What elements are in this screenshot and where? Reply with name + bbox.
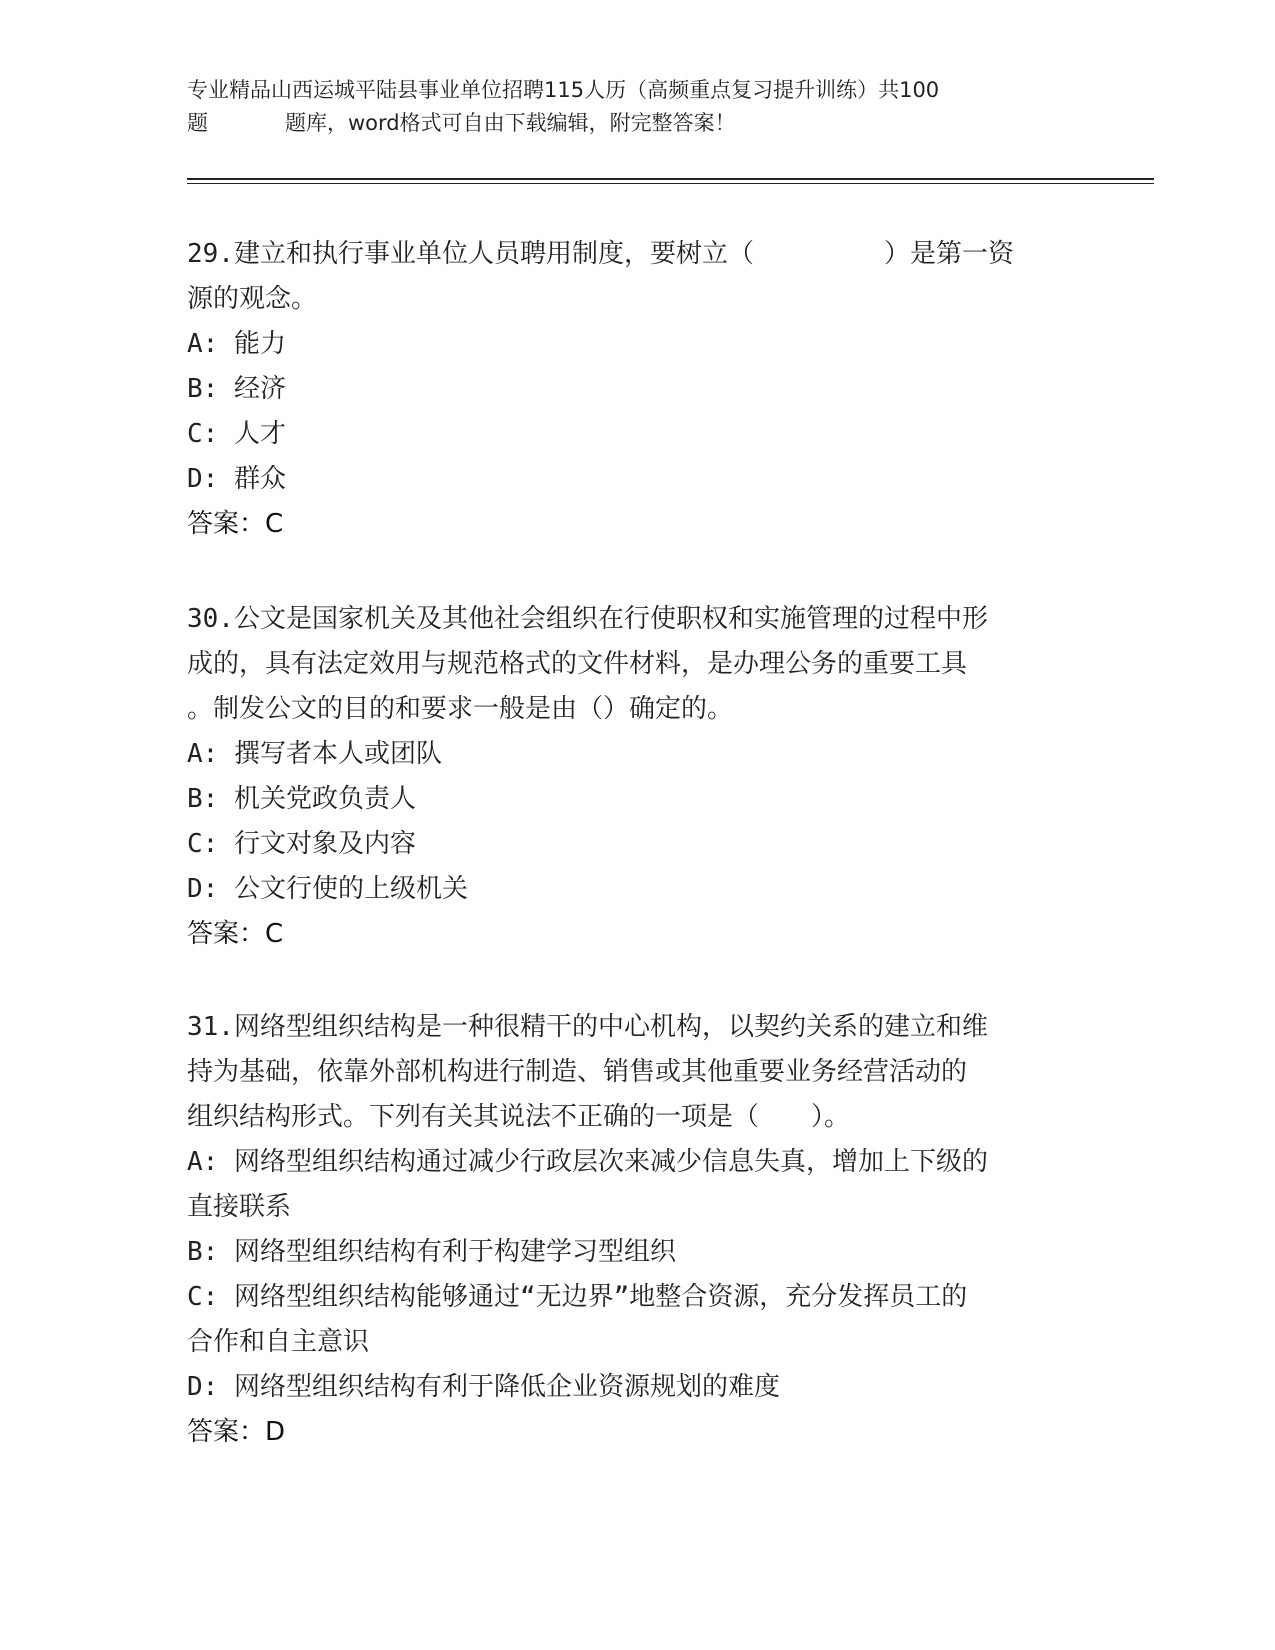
option-c: C: 人才 [187,419,286,449]
question-30 [187,597,1077,957]
option-a: A: 能力 [187,329,286,359]
option-b: B: 网络型组织结构有利于构建学习型组织 [187,1237,676,1267]
header-title-line2 [187,107,1087,140]
option-a: A: 网络型组织结构通过减少行政层次来减少信息失真，增加上下级的 [187,1147,988,1177]
option-b: B: 经济 [187,374,286,404]
question-text-line: 。制发公文的目的和要求一般是由（）确定的。 [187,694,734,724]
question-text-line: 组织结构形式。下列有关其说法不正确的一项是（ ）。 [187,1102,851,1132]
question-text-line: 源的观念。 [187,284,318,314]
question-29 [187,232,1077,547]
question-text-line: 30.公文是国家机关及其他社会组织在行使职权和实施管理的过程中形 [187,604,988,634]
document-header [187,74,1087,140]
question-text-line: 29.建立和执行事业单位人员聘用制度，要树立（ ）是第一资 [187,239,1014,269]
header-divider-thick [187,178,1154,180]
header-title-line2-rest: 题库，word格式可自由下载编辑，附完整答案！ [285,111,736,135]
header-title-line1: 专业精品山西运城平陆县事业单位招聘115人历（高频重点复习提升训练）共100 [187,78,940,102]
option-d: D: 公文行使的上级机关 [187,874,468,904]
option-c: C: 网络型组织结构能够通过“无边界”地整合资源，充分发挥员工的 [187,1282,968,1312]
answer-line: 答案：D [187,1417,286,1447]
header-title-line2-first: 题 [187,111,208,135]
option-d: D: 网络型组织结构有利于降低企业资源规划的难度 [187,1372,780,1402]
option-a-continued: 直接联系 [187,1192,292,1222]
option-d: D: 群众 [187,464,286,494]
answer-line: 答案：C [187,509,284,539]
option-c: C: 行文对象及内容 [187,829,416,859]
option-c-continued: 合作和自主意识 [187,1327,370,1357]
answer-line: 答案：C [187,919,284,949]
header-divider-thin [187,183,1154,184]
question-text-line: 持为基础，依靠外部机构进行制造、销售或其他重要业务经营活动的 [187,1057,968,1087]
option-b: B: 机关党政负责人 [187,784,416,814]
option-a: A: 撰写者本人或团队 [187,739,442,769]
question-text-line: 成的，具有法定效用与规范格式的文件材料，是办理公务的重要工具 [187,649,968,679]
question-31 [187,1005,1077,1455]
question-text-line: 31.网络型组织结构是一种很精干的中心机构，以契约关系的建立和维 [187,1012,988,1042]
